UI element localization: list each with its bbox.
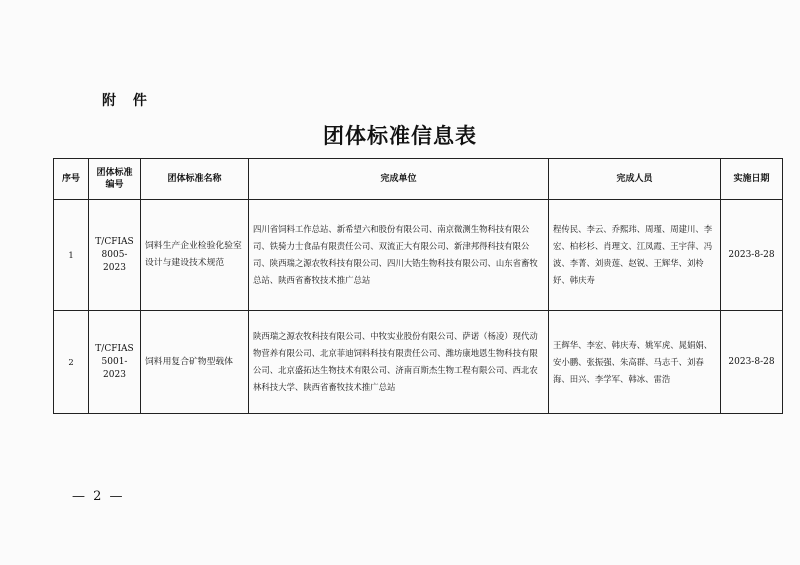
standard-code-line2: 5001-2023 xyxy=(101,356,128,380)
row-number: 1 xyxy=(54,200,89,311)
standards-info-table xyxy=(53,158,783,414)
completing-units: 陕西瑞之源农牧科技有限公司、中牧实业股份有限公司、萨诺（杨凌）现代动物营养有限公司、北京菲迪饲料科技有限责任公司、潍坊康地恩生物科技有限公司、北京盛拓达生物技术有限公司、济南百斯杰生物工程有限公司、西北农林科技大学、陕西省畜牧技术推广总站 xyxy=(249,311,549,414)
page-title: 团体标准信息表 xyxy=(323,124,477,148)
standard-name: 饲料生产企业检验化验室设计与建设技术规范 xyxy=(141,200,249,311)
standard-code-line1: T/CFIAS xyxy=(95,343,134,354)
standard-code xyxy=(89,311,141,414)
standard-code-line1: T/CFIAS xyxy=(95,236,134,247)
header-no: 序号 xyxy=(54,159,89,200)
standard-code-line2: 8005-2023 xyxy=(101,249,128,273)
table-header-row xyxy=(54,159,783,200)
completing-people: 王辉华、李宏、韩庆寿、姚军虎、晁娟娟、安小鹏、张振强、朱高群、马志千、刘春海、田兴、李学军、韩冰、雷浩 xyxy=(549,311,721,414)
header-code-line2: 编号 xyxy=(105,180,124,190)
table-row xyxy=(54,200,783,311)
completing-people: 程传民、李云、乔熙玮、周瑾、周建川、李宏、柏杉杉、肖理文、江凤霞、王宇萍、冯波、李菁、刘贵莲、赵锐、王辉华、刘柃妤、韩庆寿 xyxy=(549,200,721,311)
header-code-line1: 团体标准 xyxy=(96,168,133,178)
completing-units: 四川省饲料工作总站、新希望六和股份有限公司、南京微测生物科技有限公司、铁骑力士食品有限责任公司、双流正大有限公司、新津邦得科技有限公司、陕西瑞之源农牧科技有限公司、四川大锆生物科技有限公司、山东省畜牧总站、陕西省畜牧技术推广总站 xyxy=(249,200,549,311)
attachment-label: 附 件 xyxy=(102,93,153,109)
header-people: 完成人员 xyxy=(549,159,721,200)
header-units: 完成单位 xyxy=(249,159,549,200)
row-number: 2 xyxy=(54,311,89,414)
implementation-date: 2023-8-28 xyxy=(721,311,783,414)
header-date: 实施日期 xyxy=(721,159,783,200)
table-row xyxy=(54,311,783,414)
header-code xyxy=(89,159,141,200)
standard-code xyxy=(89,200,141,311)
implementation-date: 2023-8-28 xyxy=(721,200,783,311)
standard-name: 饲料用复合矿物型载体 xyxy=(141,311,249,414)
page-number: — 2 — xyxy=(72,489,125,504)
header-name: 团体标准名称 xyxy=(141,159,249,200)
